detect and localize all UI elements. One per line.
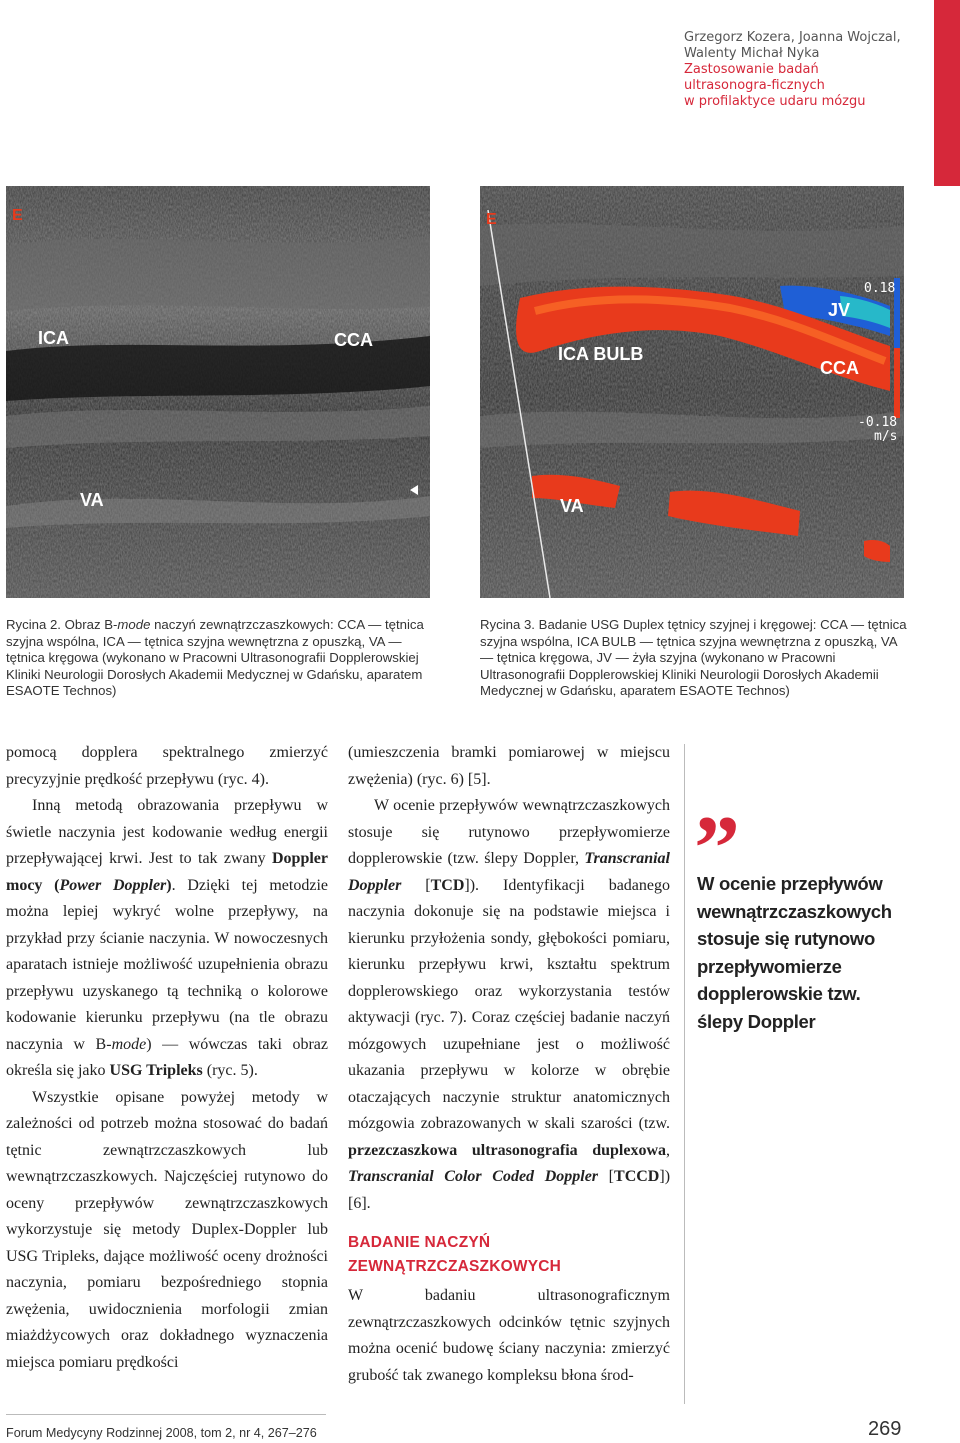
figure3-label-va: VA — [560, 496, 584, 516]
figure2-caption-mode: mode — [117, 617, 151, 632]
header-authors-line1: Grzegorz Kozera, Joanna Wojczal, — [684, 30, 901, 45]
figure3-label-cca: CCA — [820, 358, 859, 378]
figure2-label-va: VA — [80, 490, 104, 510]
section-heading — [348, 1231, 670, 1279]
pull-quote: W ocenie przepływów wewnątrzczaszkowych stosuje się rutynowo przepływomierze dopplerowskie tzw. ślepy Doppler — [697, 873, 892, 1032]
body-column-2 — [348, 740, 670, 1389]
col1-p2-power-doppler: Power Doppler — [59, 876, 167, 894]
figure3-label-ica-bulb: ICA BULB — [558, 344, 644, 364]
footer-rule — [6, 1414, 326, 1415]
col2-paragraph-3: W badaniu ultrasonograficznym zewnątrzczaszkowych odcinków tętnic szyjnych można ocenić budowę ściany naczynia: zmierzyć grubość tak zwanego kompleksu błona środ- — [348, 1287, 670, 1384]
header-title-line3: w profilaktyce udaru mózgu — [684, 94, 866, 109]
figure2-caption-lead: Rycina 2. — [6, 617, 61, 632]
figure2-label-corner: E — [12, 207, 23, 224]
col2-p2-i: [ — [598, 1168, 615, 1185]
col2-p2-c: [ — [401, 876, 431, 894]
header-title-line2: ultrasonogra-ficznych — [684, 78, 825, 93]
figure2-label-ica: ICA — [38, 328, 69, 348]
col1-p2-usg-tripleks: USG Tripleks — [109, 1062, 203, 1079]
header-title-line1: Zastosowanie badań — [684, 62, 819, 77]
figure3-scale-unit: m/s — [874, 429, 898, 444]
col2-p2-a: W ocenie przepływów wewnątrzczaszkowych stosuje się rutynowo przepływomierze dopplerowskie (tzw. ślepy Doppler, — [348, 797, 670, 867]
col1-p2-d: ) — wówczas taki obraz określa się jako — [6, 1035, 329, 1079]
col1-paragraph-3: Wszystkie opisane powyżej metody w zależności od potrzeb można stosować do badań tętnic zewnątrzczaszkowych lub wewnątrzczaszkowych. Najczęściej rutynowo do oceny przepływów zewnątrzczaszkowych wykorzystuje się metody Duplex-Doppler lub USG Tripleks, dające możliwość oceny drożności naczynia, pomiaru bezpośredniego stopnia zwężenia, uwidocznienia morfologii zmian miażdżycowych oraz dokładnego wyznaczenia miejsca pomiaru prędkości — [6, 1088, 328, 1371]
col2-p2-transcranial-doppler: Transcranial Doppler — [348, 850, 670, 894]
col1-p2-doppler-mocy: Doppler mocy — [6, 850, 328, 894]
body-column-1 — [6, 740, 328, 1376]
figure3-label-corner: E — [486, 211, 497, 228]
figure2-caption-text: naczyń zewnątrzczaszkowych: CCA — tętnica szyjna wspólna, ICA — tętnica szyjna wewnętrzna z opuszką, VA — tętnica kręgowa (wykonano w Pracowni Ultrasonografii Dopplerowskiej Kliniki Neurologii Dorosłych Akademii Medycznej w Gdańsku, aparatem ESAOTE Technos) — [6, 617, 424, 699]
header-authors-line2: Walenty Michał Nyka — [684, 46, 820, 61]
col1-p2-paren-close: ) — [166, 876, 172, 894]
col2-p2-e: ]). Identyfikacji badanego naczynia dokonuje się na podstawie miejsca i kierunku przyłożenia sondy, głębokości pomiaru, kierunku przepływu krwi, kształtu spektrum dopplerowskiego oraz wykorzystania testów aktywacji (ryc. 7). Coraz częściej badanie naczyń mózgowych uzupełniane jest o możliwość ukazania przepływu w kolorze w obrębie otaczających naczynie struktur anatomicznych mózgowia zobrazowanych w skali szarości (tzw. — [348, 876, 670, 1132]
col1-paragraph-1: pomocą dopplera spektralnego zmierzyć precyzyjnie prędkość przepływu (ryc. 4). — [6, 744, 328, 788]
page-number: 269 — [868, 1418, 902, 1440]
figure2-caption — [6, 617, 426, 700]
figure3-scale-bottom: -0.18 — [858, 415, 898, 430]
col2-p2-g: , — [666, 1141, 670, 1159]
running-header — [684, 30, 924, 110]
col2-p2-tccd: TCCD — [614, 1168, 660, 1185]
col1-p2-mode: mode — [111, 1035, 147, 1053]
col2-p2-k: ]) [6]. — [348, 1168, 671, 1212]
col2-p2-tcd: TCD — [430, 876, 465, 894]
column-divider — [684, 744, 685, 1404]
figure2-label-cca: CCA — [334, 330, 373, 350]
col2-p2-tccd-full: Transcranial Color Coded Doppler — [348, 1168, 599, 1185]
figure3-caption — [480, 617, 910, 700]
col2-p2-duplex: przezczaszkowa ultrasonografia duplexowa — [348, 1141, 666, 1159]
section-heading-line2: ZEWNĄTRZCZASZKOWYCH — [348, 1258, 562, 1275]
col2-paragraph-1: (umieszczenia bramki pomiarowej w miejscu zwężenia) (ryc. 6) [5]. — [348, 744, 670, 788]
figure3-caption-text: Badanie USG Duplex tętnicy szyjnej i kręgowej: CCA — tętnica szyjna wspólna, ICA BULB — tętnica szyjna wewnętrzna z opuszką, VA — tętnica kręgowa, JV — żyła szyjna (wykonano w Pracowni Ultrasonografii Dopplerowskiej Kliniki Neurologii Dorosłych Akademii Medycznej w Gdańsku, aparatem ESAOTE Technos) — [480, 617, 907, 699]
figure2-caption-pre: Obraz B- — [60, 617, 118, 632]
col1-p2-c: . Dzięki tej metodzie można lepiej wykryć wolne przepływy, na przykład przy ścianie naczynia. W nowoczesnych aparatach istnieje możliwość uzupełnienia obrazu przepływu uzyskanego tą techniką o kolorowe kodowanie kierunku przepływu (na tle obrazu naczynia w B- — [6, 876, 328, 1053]
col1-p2-f: (ryc. 5). — [202, 1062, 258, 1079]
col1-p2-paren-open: ( — [42, 876, 60, 894]
figure3-caption-lead: Rycina 3. — [480, 617, 535, 632]
figure2-ultrasound-image — [6, 186, 430, 598]
footer-journal: Forum Medycyny Rodzinnej 2008, tom 2, nr 4, 267–276 — [6, 1426, 317, 1440]
col1-p2-a: Inną metodą obrazowania przepływu w świetle naczynia jest kodowanie według energii przepływającej krwi. Jest to tak zwany — [6, 797, 328, 867]
figure3-ultrasound-image — [480, 186, 904, 598]
figure3-scale-top: 0.18 — [864, 281, 896, 296]
quote-mark-icon: ” — [694, 797, 740, 899]
section-heading-line1: BADANIE NACZYŃ — [348, 1234, 491, 1251]
figure3-label-jv: JV — [828, 300, 851, 320]
col1-paragraph-2 — [6, 793, 328, 1085]
col2-paragraph-2 — [348, 793, 670, 1217]
header-accent-bar — [934, 0, 960, 186]
